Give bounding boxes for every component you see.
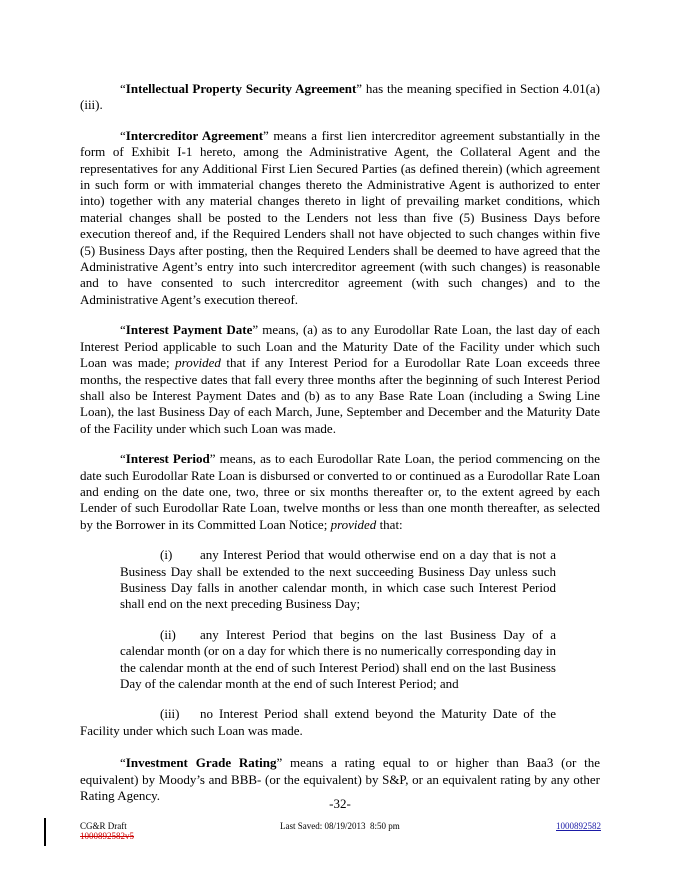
page-number: -32-: [329, 796, 351, 811]
draft-label: CG&R Draft: [80, 821, 127, 831]
clause-text: any Interest Period that begins on the last Business Day of a calendar month (or on a day for which there is no numerically corresponding day in the calendar month at the end of such Interest Period) shall end on the last Business Day of the calendar month at the end of such Interest Period; and: [120, 626, 556, 691]
definition-text: ” means, (a) as to any Eurodollar Rate Loan, the last day of each Interest Period applicable to such Loan and the Maturity Date of the Facility under which such Loan was made;: [80, 322, 600, 371]
open-quote: “: [120, 322, 126, 338]
body-text: [80, 81, 600, 804]
defined-term: Intercreditor Agreement: [125, 127, 264, 143]
clause-text: any Interest Period that would otherwise end on a day that is not a Business Day shall be extended to the next succeeding Business Day unless such Business Day falls in another calendar month, in which case such Interest Period shall end on the next preceding Business Day;: [120, 547, 556, 612]
footer-left: [80, 821, 134, 841]
clause-i: [80, 547, 600, 613]
defined-term: Investment Grade Rating: [125, 755, 277, 771]
definition-text: ” means a rating equal to or higher than Baa3 (or the equivalent) by Moody’s and BBB- (or the equivalent) by S&P, or an equivalent rating by any other Rating Agency.: [80, 755, 600, 804]
definition-text: that:: [376, 516, 403, 532]
clause-ii: [80, 627, 600, 693]
doc-id-link[interactable]: 1000892582: [556, 821, 601, 831]
clause-number: (ii): [160, 626, 176, 642]
defined-term: Intellectual Property Security Agreement: [125, 81, 357, 96]
proviso-word: provided: [330, 516, 377, 532]
definition-intellectual-property-security-agreement: [80, 81, 600, 114]
change-bar: [44, 818, 46, 846]
proviso-word: provided: [175, 355, 221, 371]
clause-number: (i): [160, 547, 173, 563]
clause-iii: [80, 706, 600, 739]
definition-text: ” means a first lien intercreditor agreement substantially in the form of Exhibit I-1 hereto, among the Administrative Agent, the Collateral Agent and the representatives for any Additional First Lien Secured Parties (as defined therein) (which agreement in such form or with immaterial changes thereto the Administrative Agent is authorized to enter into) together with any material changes thereto in light of prevailing market conditions, which material changes shall be posted to the Lenders not less than five (5) Business Days before execution thereof and, if the Required Lenders shall not have objected to such changes within five (5) Business Days after posting, then the Required Lenders shall be deemed to have agreed that the Administrative Agent’s entry into such intercreditor agreement (with such changes) is reasonable and to have consented to such intercreditor agreement (with such changes) and to the Administrative Agent’s execution thereof.: [80, 127, 601, 307]
last-saved: Last Saved: 08/19/2013 8:50 pm: [280, 821, 400, 831]
clause-text: no Interest Period shall extend beyond the Maturity Date of the Facility under which such Loan was made.: [80, 706, 556, 738]
clause-number: (iii): [160, 706, 180, 722]
open-quote: “: [120, 81, 126, 96]
struck-doc-id: 1000892582v5: [80, 831, 134, 841]
definition-text: ” means, as to each Eurodollar Rate Loan, the period commencing on the date such Eurodollar Rate Loan is disbursed or converted to or continued as a Eurodollar Rate Loan and ending on the date one, two, three or six months thereafter or, to the extent agreed by each Lender of such Eurodollar Rate Loan, twelve months or less than one month thereafter, as selected by the Borrower in its Committed Loan Notice;: [80, 451, 600, 532]
defined-term: Interest Payment Date: [125, 322, 253, 338]
open-quote: “: [120, 755, 126, 771]
definition-interest-payment-date: [80, 322, 600, 437]
defined-term: Interest Period: [125, 451, 210, 467]
open-quote: “: [120, 127, 126, 143]
definition-intercreditor-agreement: [80, 128, 600, 308]
definition-text: ” has the meaning specified in Section 4.01(a)(iii).: [80, 81, 601, 113]
open-quote: “: [120, 451, 126, 467]
definition-text: that if any Interest Period for a Eurodollar Rate Loan exceeds three months, the respective dates that fall every three months after the beginning of such Interest Period shall also be Interest Payment Dates and (b) as to any Base Rate Loan (including a Swing Line Loan), the last Business Day of each March, June, September and December and the Maturity Date of the Facility under which such Loan was made.: [80, 355, 600, 436]
definition-interest-period: [80, 451, 600, 533]
